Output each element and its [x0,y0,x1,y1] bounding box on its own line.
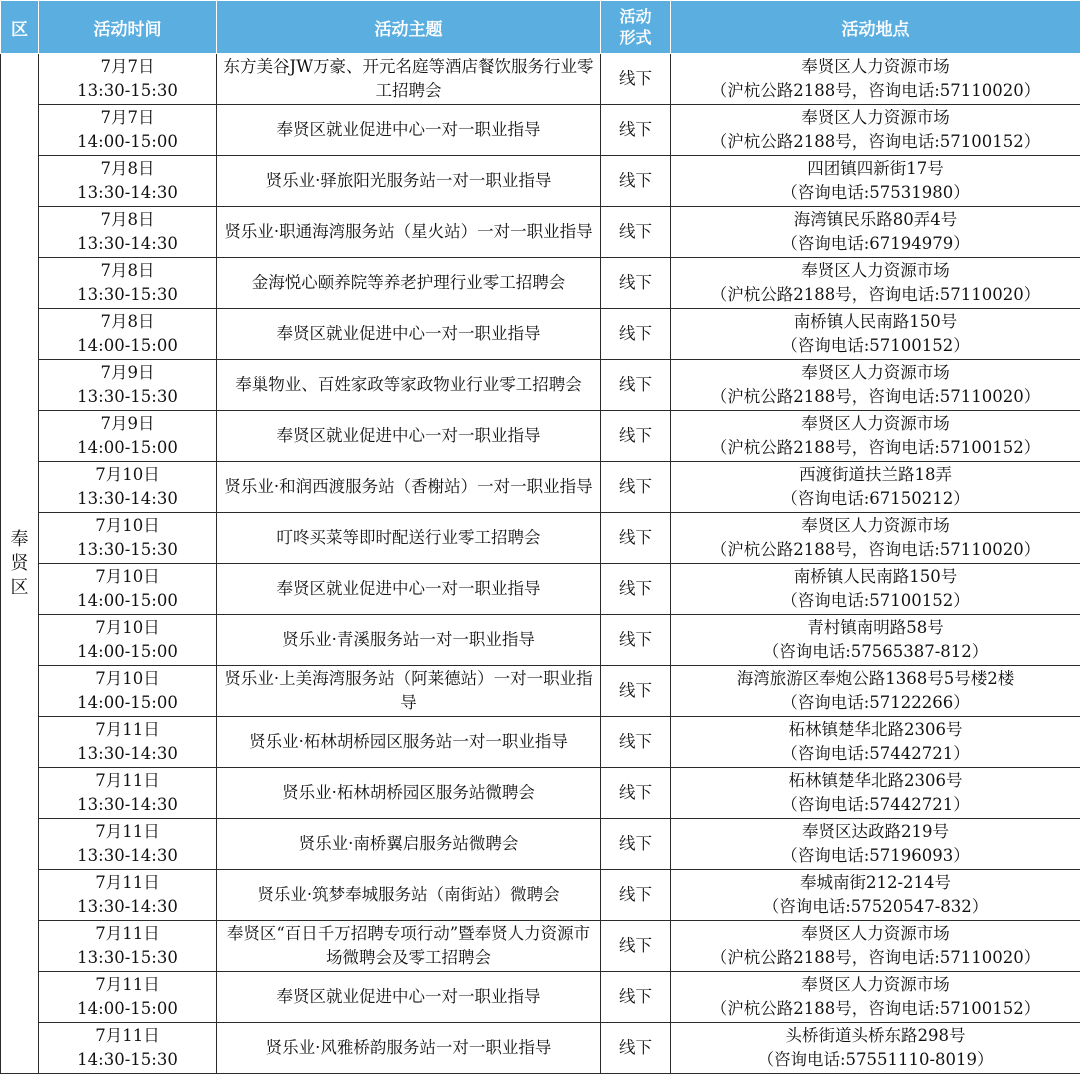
date-text: 7月11日 [41,769,214,793]
location-cell [671,207,1080,258]
time-range-text: 13:30-15:30 [41,538,214,562]
location-contact: （沪杭公路2188号，咨询电话:57110020） [673,946,1078,970]
time-cell [39,768,217,819]
table-row [1,462,1080,513]
topic-cell: 贤乐业·上美海湾服务站（阿莱德站）一对一职业指导 [217,666,601,717]
date-text: 7月11日 [41,718,214,742]
location-contact: （咨询电话:57565387-812） [673,640,1078,664]
header-mode-line2: 形式 [601,27,670,48]
time-range-text: 13:30-14:30 [41,895,214,919]
location-cell [671,564,1080,615]
time-range-text: 14:00-15:00 [41,691,214,715]
time-range-text: 13:30-14:30 [41,742,214,766]
mode-cell: 线下 [601,462,671,513]
time-cell [39,666,217,717]
date-text: 7月8日 [41,208,214,232]
time-range-text: 13:30-15:30 [41,946,214,970]
topic-cell: 奉贤区就业促进中心一对一职业指导 [217,309,601,360]
mode-cell: 线下 [601,258,671,309]
date-text: 7月10日 [41,616,214,640]
time-cell [39,615,217,666]
location-address: 奉贤区人力资源市场 [673,361,1078,385]
location-contact: （沪杭公路2188号，咨询电话:57110020） [673,283,1078,307]
mode-cell: 线下 [601,921,671,972]
date-text: 7月10日 [41,514,214,538]
date-text: 7月9日 [41,412,214,436]
location-address: 奉贤区人力资源市场 [673,55,1078,79]
time-cell [39,564,217,615]
location-cell [671,666,1080,717]
location-address: 奉贤区人力资源市场 [673,973,1078,997]
location-address: 奉贤区人力资源市场 [673,922,1078,946]
topic-cell: 奉贤区就业促进中心一对一职业指导 [217,411,601,462]
time-cell [39,156,217,207]
location-address: 青村镇南明路58号 [673,616,1078,640]
location-address: 奉贤区达政路219号 [673,820,1078,844]
mode-cell: 线下 [601,717,671,768]
location-cell [671,411,1080,462]
topic-cell: 贤乐业·青溪服务站一对一职业指导 [217,615,601,666]
topic-cell: 贤乐业·风雅桥韵服务站一对一职业指导 [217,1023,601,1074]
date-text: 7月8日 [41,157,214,181]
time-cell [39,870,217,921]
time-range-text: 13:30-14:30 [41,793,214,817]
topic-cell: 奉贤区就业促进中心一对一职业指导 [217,972,601,1023]
topic-cell: 东方美谷JW万豪、开元名庭等酒店餐饮服务行业零工招聘会 [217,54,601,105]
time-cell [39,921,217,972]
mode-cell: 线下 [601,1023,671,1074]
time-range-text: 14:30-15:30 [41,1048,214,1072]
time-cell [39,360,217,411]
table-row [1,54,1080,105]
topic-cell: 贤乐业·筑梦奉城服务站（南街站）微聘会 [217,870,601,921]
time-range-text: 13:30-15:30 [41,283,214,307]
location-cell [671,309,1080,360]
mode-cell: 线下 [601,54,671,105]
time-range-text: 13:30-14:30 [41,487,214,511]
location-contact: （咨询电话:57196093） [673,844,1078,868]
location-cell [671,513,1080,564]
table-row [1,717,1080,768]
topic-cell: 奉巢物业、百姓家政等家政物业行业零工招聘会 [217,360,601,411]
table-row [1,105,1080,156]
date-text: 7月10日 [41,463,214,487]
table-row [1,870,1080,921]
location-contact: （咨询电话:67194979） [673,232,1078,256]
location-contact: （咨询电话:57520547-832） [673,895,1078,919]
table-row [1,921,1080,972]
time-cell [39,717,217,768]
mode-cell: 线下 [601,513,671,564]
time-cell [39,54,217,105]
time-cell [39,1023,217,1074]
time-range-text: 13:30-14:30 [41,181,214,205]
location-address: 奉城南街212-214号 [673,871,1078,895]
location-cell [671,768,1080,819]
mode-cell: 线下 [601,309,671,360]
location-contact: （咨询电话:67150212） [673,487,1078,511]
mode-cell: 线下 [601,156,671,207]
location-cell [671,870,1080,921]
date-text: 7月11日 [41,1024,214,1048]
location-address: 西渡街道扶兰路18弄 [673,463,1078,487]
district-cell [1,54,39,1074]
time-range-text: 13:30-15:30 [41,79,214,103]
location-contact: （沪杭公路2188号，咨询电话:57110020） [673,385,1078,409]
date-text: 7月10日 [41,565,214,589]
date-text: 7月11日 [41,973,214,997]
date-text: 7月8日 [41,259,214,283]
time-cell [39,258,217,309]
mode-cell: 线下 [601,666,671,717]
location-contact: （咨询电话:57551110-8019） [673,1048,1078,1072]
mode-cell: 线下 [601,972,671,1023]
location-contact: （沪杭公路2188号，咨询电话:57100152） [673,997,1078,1021]
location-address: 南桥镇人民南路150号 [673,565,1078,589]
location-cell [671,156,1080,207]
time-range-text: 14:00-15:00 [41,334,214,358]
table-row [1,258,1080,309]
header-mode-line1: 活动 [601,6,670,27]
location-address: 奉贤区人力资源市场 [673,412,1078,436]
table-row [1,564,1080,615]
location-contact: （咨询电话:57100152） [673,334,1078,358]
date-text: 7月11日 [41,820,214,844]
table-row [1,156,1080,207]
location-cell [671,462,1080,513]
topic-cell: 贤乐业·柘林胡桥园区服务站一对一职业指导 [217,717,601,768]
time-range-text: 14:00-15:00 [41,589,214,613]
location-contact: （咨询电话:57442721） [673,742,1078,766]
district-char: 贤 [1,552,38,576]
topic-cell: 贤乐业·驿旅阳光服务站一对一职业指导 [217,156,601,207]
location-contact: （沪杭公路2188号，咨询电话:57100152） [673,130,1078,154]
location-cell [671,1023,1080,1074]
date-text: 7月10日 [41,667,214,691]
location-address: 海湾镇民乐路80弄4号 [673,208,1078,232]
location-contact: （咨询电话:57100152） [673,589,1078,613]
table-row [1,819,1080,870]
topic-cell: 贤乐业·职通海湾服务站（星火站）一对一职业指导 [217,207,601,258]
location-cell [671,105,1080,156]
district-char: 区 [1,576,38,600]
location-cell [671,360,1080,411]
topic-cell: 奉贤区就业促进中心一对一职业指导 [217,564,601,615]
location-contact: （咨询电话:57531980） [673,181,1078,205]
time-cell [39,819,217,870]
location-cell [671,921,1080,972]
table-row [1,360,1080,411]
header-topic: 活动主题 [217,1,601,54]
time-cell [39,309,217,360]
time-cell [39,207,217,258]
location-contact: （沪杭公路2188号，咨询电话:57110020） [673,79,1078,103]
mode-cell: 线下 [601,105,671,156]
time-range-text: 13:30-14:30 [41,232,214,256]
location-address: 四团镇四新街17号 [673,157,1078,181]
time-range-text: 14:00-15:00 [41,436,214,460]
location-address: 奉贤区人力资源市场 [673,106,1078,130]
location-address: 奉贤区人力资源市场 [673,259,1078,283]
table-row [1,768,1080,819]
mode-cell: 线下 [601,411,671,462]
time-range-text: 13:30-14:30 [41,844,214,868]
header-time: 活动时间 [39,1,217,54]
time-range-text: 14:00-15:00 [41,640,214,664]
time-range-text: 14:00-15:00 [41,130,214,154]
mode-cell: 线下 [601,360,671,411]
location-address: 柘林镇楚华北路2306号 [673,769,1078,793]
location-contact: （咨询电话:57442721） [673,793,1078,817]
table-row [1,513,1080,564]
date-text: 7月7日 [41,55,214,79]
header-row [1,1,1080,54]
location-cell [671,615,1080,666]
location-cell [671,819,1080,870]
time-range-text: 13:30-15:30 [41,385,214,409]
date-text: 7月8日 [41,310,214,334]
time-cell [39,462,217,513]
topic-cell: 贤乐业·柘林胡桥园区服务站微聘会 [217,768,601,819]
header-mode [601,1,671,54]
mode-cell: 线下 [601,819,671,870]
location-cell [671,717,1080,768]
mode-cell: 线下 [601,870,671,921]
topic-cell: 贤乐业·和润西渡服务站（香榭站）一对一职业指导 [217,462,601,513]
table-row [1,207,1080,258]
topic-cell: 金海悦心颐养院等养老护理行业零工招聘会 [217,258,601,309]
table-row [1,309,1080,360]
time-cell [39,105,217,156]
table-row [1,411,1080,462]
topic-cell: 奉贤区“百日千万招聘专项行动”暨奉贤人力资源市场微聘会及零工招聘会 [217,921,601,972]
location-address: 柘林镇楚华北路2306号 [673,718,1078,742]
location-contact: （沪杭公路2188号，咨询电话:57100152） [673,436,1078,460]
time-cell [39,972,217,1023]
mode-cell: 线下 [601,207,671,258]
mode-cell: 线下 [601,564,671,615]
location-cell [671,54,1080,105]
date-text: 7月11日 [41,871,214,895]
topic-cell: 叮咚买菜等即时配送行业零工招聘会 [217,513,601,564]
time-range-text: 14:00-15:00 [41,997,214,1021]
mode-cell: 线下 [601,768,671,819]
location-contact: （沪杭公路2188号，咨询电话:57110020） [673,538,1078,562]
topic-cell: 奉贤区就业促进中心一对一职业指导 [217,105,601,156]
table-row [1,972,1080,1023]
topic-cell: 贤乐业·南桥翼启服务站微聘会 [217,819,601,870]
location-cell [671,972,1080,1023]
table-row [1,666,1080,717]
district-char: 奉 [1,528,38,552]
date-text: 7月7日 [41,106,214,130]
location-address: 南桥镇人民南路150号 [673,310,1078,334]
location-address: 海湾旅游区奉炮公路1368号5号楼2楼 [673,667,1078,691]
mode-cell: 线下 [601,615,671,666]
date-text: 7月11日 [41,922,214,946]
location-contact: （咨询电话:57122266） [673,691,1078,715]
location-address: 头桥街道头桥东路298号 [673,1024,1078,1048]
time-cell [39,411,217,462]
time-cell [39,513,217,564]
table-row [1,615,1080,666]
location-cell [671,258,1080,309]
table-row [1,1023,1080,1074]
location-address: 奉贤区人力资源市场 [673,514,1078,538]
header-district: 区 [1,1,39,54]
header-location: 活动地点 [671,1,1080,54]
date-text: 7月9日 [41,361,214,385]
